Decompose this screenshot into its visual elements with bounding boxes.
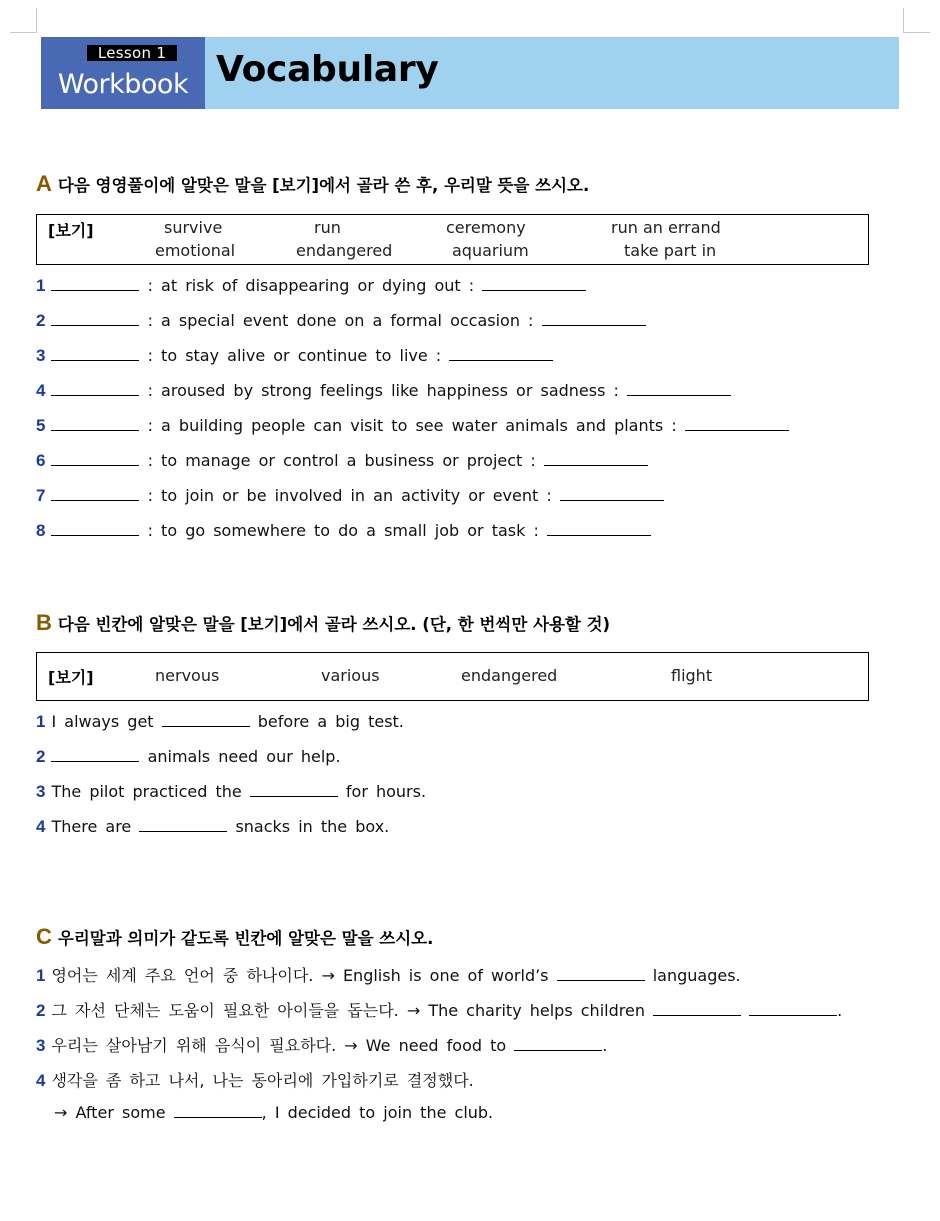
item-number: 1 bbox=[36, 712, 46, 731]
section-b-word-bank bbox=[36, 652, 869, 701]
sentence-text: 그 자선 단체는 도움이 필요한 아이들을 돕는다. → The charity helps children bbox=[51, 1001, 645, 1020]
section-b-item bbox=[36, 747, 341, 767]
section-c-item-continuation bbox=[54, 1103, 493, 1122]
answer-blank[interactable] bbox=[174, 1104, 262, 1118]
item-number: 7 bbox=[36, 486, 46, 505]
word-bank-item: emotional bbox=[155, 241, 236, 260]
section-a-item bbox=[36, 451, 648, 471]
section-a-heading bbox=[36, 171, 589, 197]
sentence-text: 생각을 좀 하고 나서, 나는 동아리에 가입하기로 결정했다. bbox=[51, 1071, 474, 1090]
section-a-item bbox=[36, 311, 646, 331]
section-b-item bbox=[36, 782, 426, 802]
sentence-end: animals need our help. bbox=[147, 747, 341, 766]
sentence-end: for hours. bbox=[345, 782, 427, 801]
answer-blank[interactable] bbox=[162, 713, 250, 727]
section-a-item bbox=[36, 346, 553, 366]
answer-blank[interactable] bbox=[139, 818, 227, 832]
item-number: 1 bbox=[36, 276, 46, 295]
header-workbook-panel bbox=[41, 37, 205, 109]
answer-blank[interactable] bbox=[653, 1002, 741, 1016]
section-a-item bbox=[36, 276, 586, 296]
answer-blank[interactable] bbox=[51, 382, 139, 396]
answer-blank[interactable] bbox=[51, 452, 139, 466]
worksheet-header bbox=[41, 37, 899, 109]
item-number: 4 bbox=[36, 817, 46, 836]
section-c-item bbox=[36, 1033, 607, 1056]
section-b-item bbox=[36, 817, 389, 837]
section-c-instruction: 우리말과 의미가 같도록 빈칸에 알맞은 말을 쓰시오. bbox=[57, 929, 434, 948]
section-b-heading bbox=[36, 610, 610, 636]
answer-blank[interactable] bbox=[51, 487, 139, 501]
meaning-blank[interactable] bbox=[547, 522, 651, 536]
sentence-end: snacks in the box. bbox=[235, 817, 390, 836]
section-a-word-bank bbox=[36, 214, 869, 265]
sentence-end: . bbox=[602, 1036, 608, 1055]
word-bank-item: endangered bbox=[461, 666, 558, 685]
item-number: 6 bbox=[36, 451, 46, 470]
item-number: 2 bbox=[36, 1001, 46, 1020]
answer-blank[interactable] bbox=[51, 312, 139, 326]
meaning-blank[interactable] bbox=[685, 417, 789, 431]
item-number: 5 bbox=[36, 416, 46, 435]
answer-blank[interactable] bbox=[51, 417, 139, 431]
answer-blank[interactable] bbox=[51, 522, 139, 536]
item-definition: : to join or be involved in an activity or event : bbox=[147, 486, 552, 505]
word-bank-item: endangered bbox=[296, 241, 393, 260]
item-definition: : to stay alive or continue to live : bbox=[147, 346, 442, 365]
meaning-blank[interactable] bbox=[560, 487, 664, 501]
answer-blank[interactable] bbox=[51, 277, 139, 291]
section-c-heading bbox=[36, 924, 433, 950]
item-definition: : a building people can visit to see water animals and plants : bbox=[147, 416, 677, 435]
word-bank-label: [보기] bbox=[48, 668, 94, 687]
sentence-end: languages. bbox=[652, 966, 741, 985]
sentence-end: , I decided to join the club. bbox=[261, 1103, 494, 1122]
item-number: 1 bbox=[36, 966, 46, 985]
meaning-blank[interactable] bbox=[627, 382, 731, 396]
answer-blank[interactable] bbox=[51, 347, 139, 361]
item-definition: : to go somewhere to do a small job or task : bbox=[147, 521, 539, 540]
meaning-blank[interactable] bbox=[449, 347, 553, 361]
item-number: 3 bbox=[36, 346, 46, 365]
item-number: 2 bbox=[36, 747, 46, 766]
word-bank-item: flight bbox=[671, 666, 713, 685]
section-a-item bbox=[36, 381, 731, 401]
item-definition: : a special event done on a formal occasion : bbox=[147, 311, 534, 330]
header-title-panel bbox=[205, 37, 899, 109]
section-b-letter: B bbox=[36, 610, 52, 635]
section-c-item bbox=[36, 1068, 474, 1091]
section-a-item bbox=[36, 416, 789, 436]
sentence-end: . bbox=[837, 1001, 843, 1020]
word-bank-item: take part in bbox=[624, 241, 717, 260]
section-c-letter: C bbox=[36, 924, 52, 949]
answer-blank[interactable] bbox=[51, 748, 139, 762]
sentence-start: The pilot practiced the bbox=[51, 782, 242, 801]
sentence-end: before a big test. bbox=[257, 712, 404, 731]
answer-blank[interactable] bbox=[514, 1037, 602, 1051]
item-number: 2 bbox=[36, 311, 46, 330]
section-b-instruction: 다음 빈칸에 알맞은 말을 [보기]에서 골라 쓰시오. (단, 한 번씩만 사용할 것) bbox=[57, 615, 611, 634]
item-number: 3 bbox=[36, 782, 46, 801]
item-number: 4 bbox=[36, 1071, 46, 1090]
sentence-text: 영어는 세계 주요 언어 중 하나이다. → English is one of world’s bbox=[51, 966, 549, 985]
section-a-item bbox=[36, 486, 664, 506]
answer-blank[interactable] bbox=[250, 783, 338, 797]
section-c-item bbox=[36, 998, 842, 1021]
meaning-blank[interactable] bbox=[482, 277, 586, 291]
page-corner-mark-top-left bbox=[10, 8, 37, 33]
page-corner-mark-top-right bbox=[903, 8, 930, 33]
sentence-start: I always get bbox=[51, 712, 154, 731]
workbook-label: Workbook bbox=[57, 69, 189, 100]
lesson-badge: Lesson 1 bbox=[87, 45, 177, 61]
section-a-item bbox=[36, 521, 651, 541]
section-a-letter: A bbox=[36, 171, 52, 196]
item-definition: : to manage or control a business or project : bbox=[147, 451, 536, 470]
sentence-start: There are bbox=[51, 817, 132, 836]
item-number: 8 bbox=[36, 521, 46, 540]
item-definition: : aroused by strong feelings like happiness or sadness : bbox=[147, 381, 619, 400]
sentence-start: → After some bbox=[54, 1103, 166, 1122]
item-definition: : at risk of disappearing or dying out : bbox=[147, 276, 475, 295]
word-bank-item: nervous bbox=[155, 666, 220, 685]
meaning-blank[interactable] bbox=[544, 452, 648, 466]
word-bank-item: run bbox=[314, 218, 341, 237]
word-bank-item: ceremony bbox=[446, 218, 526, 237]
answer-blank[interactable] bbox=[749, 1002, 837, 1016]
meaning-blank[interactable] bbox=[542, 312, 646, 326]
word-bank-label: [보기] bbox=[48, 221, 94, 240]
section-a-instruction: 다음 영영풀이에 알맞은 말을 [보기]에서 골라 쓴 후, 우리말 뜻을 쓰시오. bbox=[57, 176, 590, 195]
word-bank-item: run an errand bbox=[611, 218, 721, 237]
word-bank-item: survive bbox=[164, 218, 223, 237]
word-bank-item: aquarium bbox=[452, 241, 529, 260]
word-bank-item: various bbox=[321, 666, 380, 685]
answer-blank[interactable] bbox=[557, 967, 645, 981]
section-b-item bbox=[36, 712, 404, 732]
item-number: 4 bbox=[36, 381, 46, 400]
section-c-item bbox=[36, 963, 741, 986]
page-title: Vocabulary bbox=[216, 49, 439, 90]
sentence-text: 우리는 살아남기 위해 음식이 필요하다. → We need food to bbox=[51, 1036, 507, 1055]
item-number: 3 bbox=[36, 1036, 46, 1055]
